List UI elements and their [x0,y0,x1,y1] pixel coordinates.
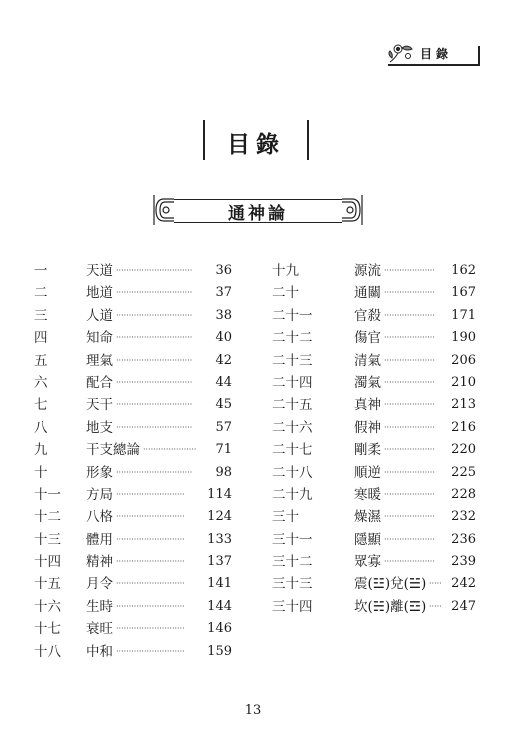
toc-entry [34,305,232,327]
toc-entry-page: 133 [207,531,232,547]
toc-entry-page: 57 [215,419,232,435]
toc-entry-number: 二十三 [272,352,313,369]
leader-dots: ···················· [384,310,435,320]
toc-entry-number: 十一 [34,486,61,503]
toc-entry [272,506,476,528]
section-title: 通神論 [228,204,288,224]
toc-entry-number: 十八 [34,643,61,660]
leader-dots: ···················· [384,266,435,275]
toc-entry-title: 官殺 [354,307,381,324]
toc-entry [34,618,232,640]
toc-entry-page: 159 [207,643,232,659]
toc-entry [272,372,476,394]
section-heading [152,193,364,227]
toc-entry-title: 隱顯 [354,531,381,548]
leader-dots: ····· [429,601,442,611]
leader-dots: ······························ [116,310,193,320]
toc-entry-number: 十六 [34,598,61,615]
leader-dots: ······························ [116,400,193,410]
toc-entry-number: 六 [34,374,48,391]
leader-dots: ··························· [116,601,185,611]
toc-entry-title: 八格 [86,509,113,526]
toc-entry-page: 210 [451,374,476,390]
header-rule [388,64,480,66]
toc-entry-title: 配合 [86,374,113,391]
toc-entry-number: 四 [34,330,48,347]
toc-entry-number: 十二 [34,509,61,526]
toc-entry-title: 體用 [86,531,113,548]
flower-ornament-icon [386,40,416,64]
toc-entry-number: 十四 [34,554,61,571]
toc-entry-number: 二十二 [272,330,313,347]
toc-entry-title: 清氣 [354,352,381,369]
leader-dots: ···················· [384,288,435,298]
header-divider [478,46,480,66]
toc-entry-title: 生時 [86,598,113,615]
toc-entry [34,350,232,372]
toc-entry [34,529,232,551]
toc-entry [34,484,232,506]
toc-entry-page: 239 [451,554,476,570]
leader-dots: ···················· [384,557,435,567]
toc-entry-page: 247 [451,598,476,614]
toc-entry-title: 真神 [354,397,381,414]
leader-dots: ······························ [116,467,193,477]
leader-dots: ····· [429,579,442,589]
toc-entry [34,260,232,282]
leader-dots: ···················· [384,377,435,387]
toc-entry-title: 源流 [354,263,381,279]
toc-entry [272,327,476,349]
toc-entry [34,506,232,528]
toc-entry-number: 三 [34,307,48,324]
toc-entry-title: 精神 [86,554,113,571]
toc-entry-number: 十七 [34,621,61,638]
toc-entry [272,573,476,595]
leader-dots: ···················· [384,512,435,522]
toc-entry-title: 寒暖 [354,486,381,503]
toc-entry [34,596,232,618]
toc-entry-page: 114 [207,486,232,502]
toc-entry [34,282,232,304]
leader-dots: ··························· [116,557,185,567]
leader-dots: ····················· [143,445,197,455]
leader-dots: ··························· [116,512,185,522]
toc-entry-page: 220 [451,442,476,458]
toc-entry-page: 228 [451,486,476,502]
toc-entry-title: 理氣 [86,352,113,369]
toc-entry-title: 燥濕 [354,509,381,526]
toc-entry-page: 213 [451,397,476,413]
toc-entry [34,327,232,349]
toc-entry [272,462,476,484]
leader-dots: ······························ [116,266,193,275]
toc-entry-number: 二十七 [272,442,313,459]
toc-entry-title: 衰旺 [86,621,113,638]
toc-entry-page: 124 [207,509,232,525]
toc-entry-page: 42 [215,352,232,368]
toc-entry [272,282,476,304]
toc-entry-number: 二十五 [272,397,313,414]
toc-entry-page: 171 [451,307,476,323]
toc-entry-number: 二十四 [272,374,313,391]
toc-entry-number: 二十九 [272,486,313,503]
toc-entry-page: 216 [451,419,476,435]
leader-dots: ···················· [384,467,435,477]
toc-entry [272,394,476,416]
toc-entry-page: 141 [207,576,232,592]
leader-dots: ······························ [116,333,193,343]
leader-dots: ······························ [116,355,193,365]
toc-entry-page: 162 [451,263,476,278]
toc-entry-title: 地道 [86,285,113,302]
toc-entry-title: 假神 [354,419,381,436]
toc-entry-number: 二十八 [272,464,313,481]
toc-entry-number: 七 [34,397,48,414]
toc-entry-number: 三十四 [272,598,313,615]
toc-entry-page: 236 [451,531,476,547]
leader-dots: ··························· [116,646,185,656]
leader-dots: ···················· [384,355,435,365]
toc-entry-number: 三十二 [272,554,313,571]
leader-dots: ··························· [116,624,185,634]
leader-dots: ······························ [116,377,193,387]
toc-entry [34,641,232,663]
leader-dots: ···················· [384,489,435,499]
toc-entry-number: 二 [34,285,48,302]
toc-entry-title: 震(☳)兌(☱) [354,576,427,593]
toc-entry [272,484,476,506]
toc-entry-number: 二十 [272,285,299,302]
toc-entry [34,462,232,484]
toc-entry-title: 順逆 [354,464,381,481]
toc-entry-page: 98 [215,464,232,480]
leader-dots: ··························· [116,489,185,499]
toc-entry-number: 八 [34,419,48,436]
toc-entry-title: 形象 [86,464,113,481]
toc-entry-page: 206 [451,352,476,368]
toc-entry-page: 137 [207,554,232,570]
toc-entry [272,417,476,439]
toc-entry [34,573,232,595]
toc-entry-title: 方局 [86,486,113,503]
toc-entry-title: 地支 [86,419,113,436]
toc-column-right [272,260,476,618]
toc-entry-page: 36 [215,263,232,278]
toc-entry-title: 月令 [86,576,113,593]
leader-dots: ··························· [116,534,185,544]
leader-dots: ···················· [384,422,435,432]
toc-entry-number: 一 [34,263,48,279]
toc-entry-page: 44 [215,374,232,390]
toc-entry-number: 十三 [34,531,61,548]
toc-entry-page: 146 [207,621,232,637]
toc-entry [272,260,476,282]
toc-entry-number: 三十 [272,509,299,526]
toc-entry-page: 71 [215,442,232,458]
page-title: 目錄 [227,131,285,158]
toc-entry-page: 167 [451,285,476,301]
toc-entry-number: 十五 [34,576,61,593]
toc-entry [34,372,232,394]
toc-entry [272,350,476,372]
toc-entry-number: 五 [34,352,48,369]
toc-entry-page: 242 [451,576,476,592]
toc-entry-page: 232 [451,509,476,525]
toc-entry-number: 二十六 [272,419,313,436]
leader-dots: ···················· [384,400,435,410]
toc-entry-title: 剛柔 [354,442,381,459]
toc-entry-title: 天道 [86,263,113,279]
toc-entry-title: 傷官 [354,330,381,347]
toc-entry-title: 知命 [86,330,113,347]
toc-entry-page: 45 [215,397,232,413]
toc-entry-number: 九 [34,442,48,459]
toc-entry-page: 37 [215,285,232,301]
leader-dots: ···················· [384,534,435,544]
page-header [0,0,506,80]
toc-entry [272,551,476,573]
toc-entry-number: 十 [34,464,48,481]
leader-dots: ······························ [116,422,193,432]
toc-entry-page: 190 [451,330,476,346]
toc-entry [272,439,476,461]
toc-entry-title: 通關 [354,285,381,302]
toc-entry [34,551,232,573]
toc-entry [34,394,232,416]
toc-entry-number: 十九 [272,263,299,279]
toc-entry [34,439,232,461]
leader-dots: ······························ [116,288,193,298]
toc-entry-title: 人道 [86,307,113,324]
toc-entry [272,596,476,618]
toc-column-left [34,260,232,663]
toc-entry-number: 三十三 [272,576,313,593]
toc-entry-page: 40 [215,330,232,346]
page-number: 13 [244,703,262,718]
toc-entry-page: 38 [215,307,232,323]
toc-entry-number: 二十一 [272,307,313,324]
toc-entry [272,529,476,551]
toc-entry-page: 225 [451,464,476,480]
leader-dots: ··························· [116,579,185,589]
toc-entry-title: 天干 [86,397,113,414]
toc-entry [272,305,476,327]
toc-entry-page: 144 [207,598,232,614]
main-title-box [203,120,309,160]
toc-entry-title: 眾寡 [354,554,381,571]
toc-entry-title: 中和 [86,643,113,660]
leader-dots: ···················· [384,445,435,455]
header-title: 目錄 [420,47,453,61]
toc-entry-title: 干支總論 [86,442,140,459]
toc-entry-title: 濁氣 [354,374,381,391]
toc-entry-number: 三十一 [272,531,313,548]
toc-entry [34,417,232,439]
toc-entry-title: 坎(☵)離(☲) [354,598,427,615]
leader-dots: ···················· [384,333,435,343]
